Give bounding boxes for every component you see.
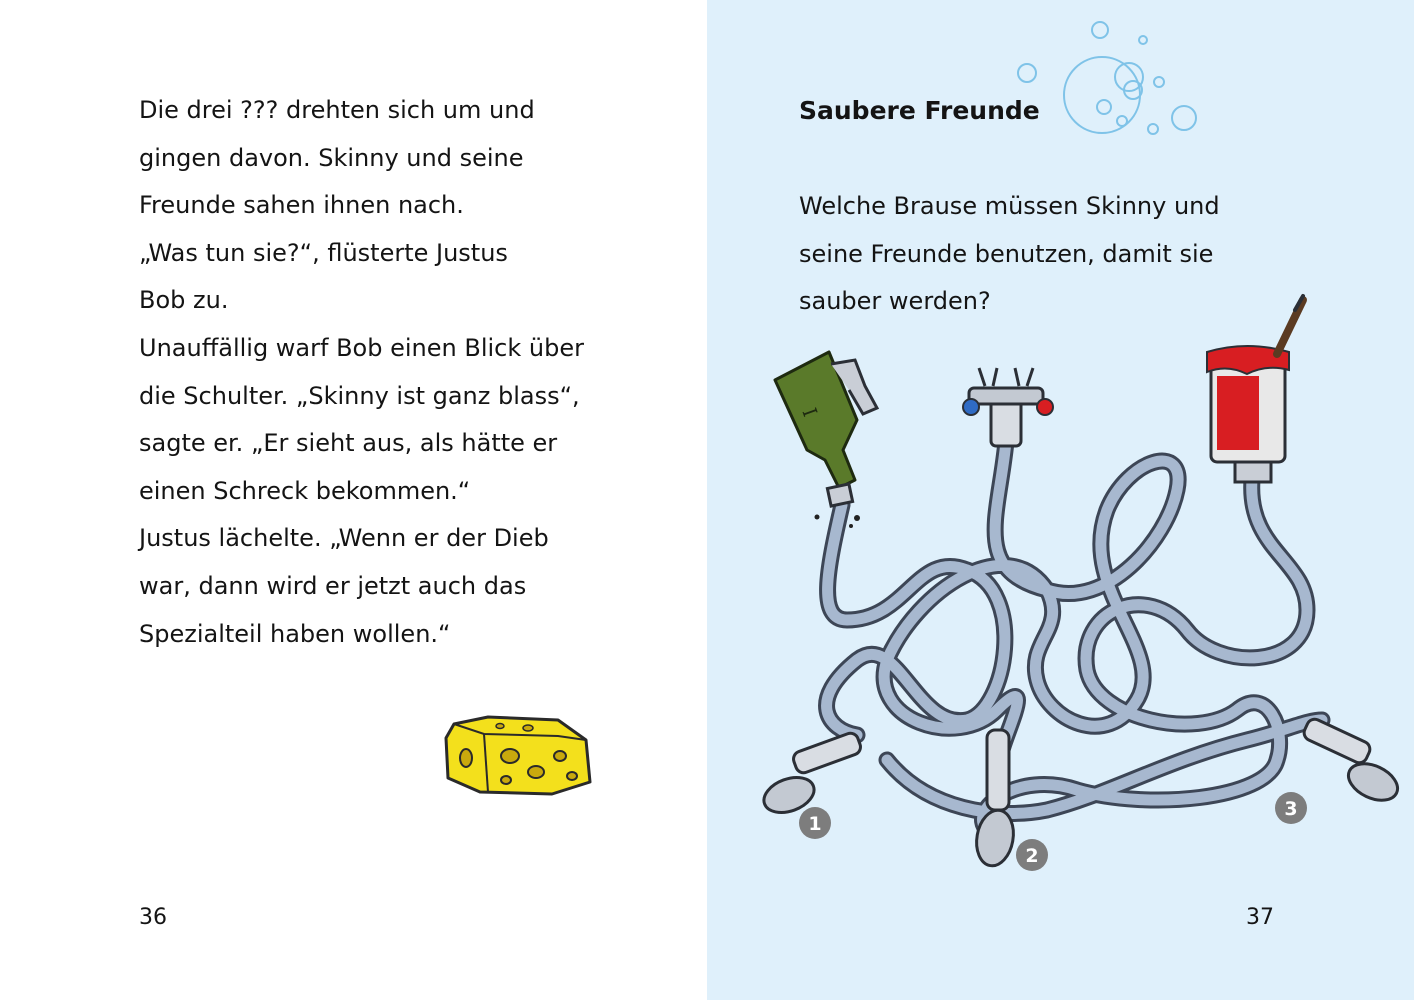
story-line: sagte er. „Er sieht aus, als hätte er	[139, 429, 558, 458]
story-line: Freunde sahen ihnen nach.	[139, 191, 464, 220]
question-line: sauber werden?	[799, 287, 991, 316]
bubbles-decoration	[1007, 15, 1217, 145]
right-page	[707, 0, 1414, 1000]
svg-text:ꟷ: ꟷ	[798, 398, 823, 427]
story-line: Bob zu.	[139, 286, 229, 315]
question-line: seine Freunde benutzen, damit sie	[799, 239, 1214, 268]
story-text	[139, 87, 639, 658]
page-number-right: 37	[1246, 905, 1274, 930]
page-number-left: 36	[139, 905, 167, 930]
shower-number-3	[1275, 792, 1307, 824]
green-bottle-icon	[775, 352, 877, 528]
shower-number-1	[799, 807, 831, 839]
sponge-illustration	[440, 712, 600, 802]
paint-can-icon	[1207, 296, 1303, 482]
story-line: Die drei ??? drehten sich um und	[139, 96, 535, 124]
story-line: war, dann wird er jetzt auch das	[139, 571, 527, 600]
question-line: Welche Brause müssen Skinny und	[799, 192, 1220, 220]
story-line: einen Schreck bekommen.“	[139, 476, 471, 505]
shower-head-1	[759, 731, 863, 819]
story-line: „Was tun sie?“, flüsterte Justus	[139, 238, 508, 267]
shower-head-3	[1302, 717, 1404, 808]
puzzle-title: Saubere Freunde	[799, 96, 1040, 125]
shower-number-2	[1016, 839, 1048, 871]
svg-text:3: 3	[1284, 798, 1298, 820]
story-line: Unauffällig warf Bob einen Blick über	[139, 333, 584, 362]
faucet-icon	[963, 368, 1053, 446]
story-line: die Schulter. „Skinny ist ganz blass“,	[139, 381, 580, 410]
hose-maze-illustration	[747, 290, 1387, 890]
story-line: Justus lächelte. „Wenn er der Dieb	[139, 524, 549, 553]
story-line: Spezialteil haben wollen.“	[139, 619, 451, 648]
svg-text:1: 1	[808, 813, 822, 835]
svg-text:2: 2	[1025, 845, 1039, 867]
story-line: gingen davon. Skinny und seine	[139, 143, 524, 172]
